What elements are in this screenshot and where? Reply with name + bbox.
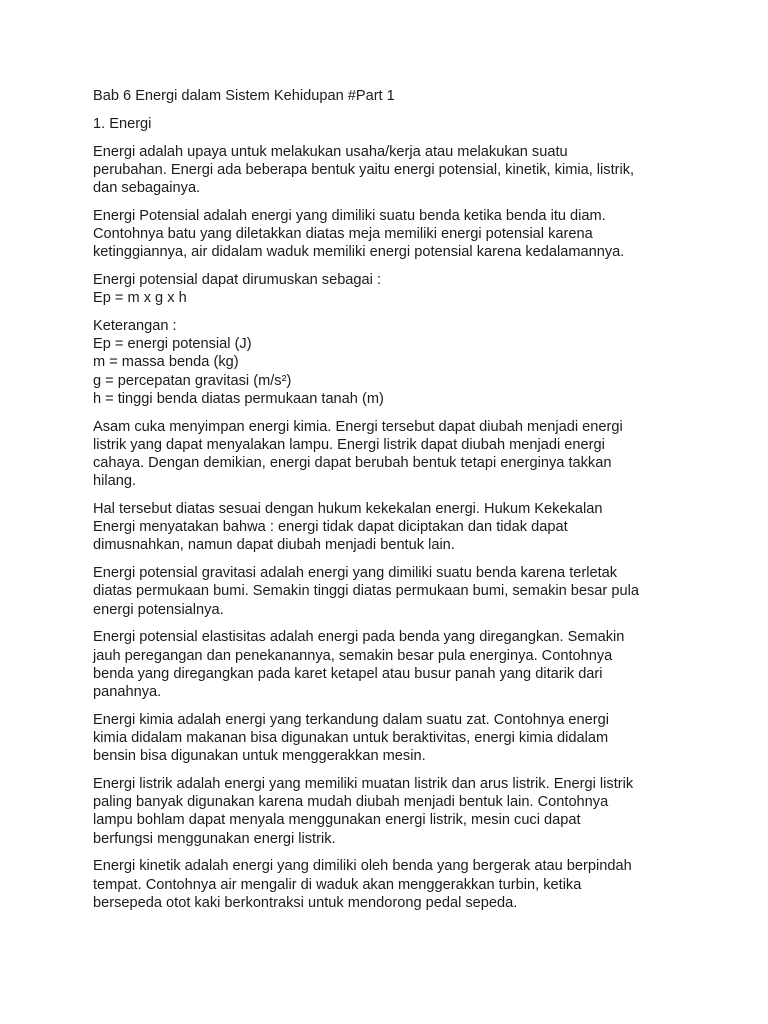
text-line: Energi menyatakan bahwa : energi tidak dapat diciptakan dan tidak dapat bbox=[93, 519, 568, 536]
text-line: diatas permukaan bumi. Semakin tinggi diatas permukaan bumi, semakin besar pula bbox=[93, 583, 639, 600]
paragraph-list bbox=[93, 143, 693, 912]
text-line: Energi kinetik adalah energi yang dimiliki oleh benda yang bergerak atau berpindah bbox=[93, 858, 632, 875]
text-line: paling banyak digunakan karena mudah diubah menjadi bentuk lain. Contohnya bbox=[93, 794, 609, 811]
text-line: Asam cuka menyimpan energi kimia. Energi tersebut dapat diubah menjadi energi bbox=[93, 418, 623, 435]
text-line: perubahan. Energi ada beberapa bentuk yaitu energi potensial, kinetik, kimia, listrik, bbox=[93, 161, 635, 178]
text-line: Hal tersebut diatas sesuai dengan hukum kekekalan energi. Hukum Kekekalan bbox=[93, 501, 603, 518]
text-line: bersepeda otot kaki berkontraksi untuk mendorong pedal sepeda. bbox=[93, 894, 518, 911]
paragraph bbox=[93, 317, 693, 408]
text-line: panahnya. bbox=[93, 684, 162, 701]
paragraph bbox=[93, 207, 693, 262]
paragraph bbox=[93, 564, 693, 619]
text-line: dimusnahkan, namun dapat diubah menjadi bentuk lain. bbox=[93, 537, 455, 554]
text-line: Energi listrik adalah energi yang memiliki muatan listrik dan arus listrik. Energi listrik bbox=[93, 776, 634, 793]
text-line: Keterangan : bbox=[93, 318, 177, 334]
text-line: benda yang diregangkan pada karet ketapel atau busur panah yang ditarik dari bbox=[93, 665, 603, 682]
paragraph bbox=[93, 775, 693, 848]
text-line: lampu bohlam dapat menyala menggunakan energi listrik, mesin cuci dapat bbox=[93, 812, 581, 829]
paragraph bbox=[93, 857, 693, 912]
section-heading: 1. Energi bbox=[93, 115, 152, 132]
text-line: Energi potensial dapat dirumuskan sebagai : bbox=[93, 272, 382, 288]
text-line: hilang. bbox=[93, 473, 137, 490]
text-line: Energi adalah upaya untuk melakukan usaha/kerja atau melakukan suatu bbox=[93, 143, 568, 160]
text-line: Energi kimia adalah energi yang terkandung dalam suatu zat. Contohnya energi bbox=[93, 711, 609, 728]
paragraph bbox=[93, 628, 693, 701]
text-line: Contohnya batu yang diletakkan diatas meja memiliki energi potensial karena bbox=[93, 226, 593, 242]
text-line: dan sebagainya. bbox=[93, 180, 201, 196]
paragraph bbox=[93, 418, 693, 491]
text-line: jauh peregangan dan penekanannya, semakin besar pula energinya. Contohnya bbox=[93, 647, 613, 664]
text-line: kimia didalam makanan bisa digunakan untuk beraktivitas, energi kimia didalam bbox=[93, 730, 609, 747]
text-line: g = percepatan gravitasi (m/s²) bbox=[93, 372, 292, 389]
text-line: Energi potensial elastisitas adalah energi pada benda yang diregangkan. Semakin bbox=[93, 629, 625, 646]
text-line: energi potensialnya. bbox=[93, 601, 224, 618]
document-title: Bab 6 Energi dalam Sistem Kehidupan #Part 1 bbox=[93, 88, 395, 104]
text-line: listrik yang dapat menyalakan lampu. Energi listrik dapat diubah menjadi energi bbox=[93, 436, 605, 453]
text-line: ketinggiannya, air didalam waduk memiliki energi potensial karena kedalamannya. bbox=[93, 244, 625, 261]
paragraph bbox=[93, 711, 693, 766]
text-line: h = tinggi benda diatas permukaan tanah (m) bbox=[93, 390, 384, 407]
text-line: berfungsi menggunakan energi listrik. bbox=[93, 830, 336, 847]
text-line: bensin bisa digunakan untuk menggerakkan mesin. bbox=[93, 748, 426, 765]
text-line: Ep = energi potensial (J) bbox=[93, 336, 252, 353]
text-line: Ep = m x g x h bbox=[93, 290, 187, 307]
document-body bbox=[93, 87, 693, 922]
paragraph bbox=[93, 500, 693, 555]
text-line: Energi Potensial adalah energi yang dimiliki suatu benda ketika benda itu diam. bbox=[93, 207, 606, 224]
text-line: Energi potensial gravitasi adalah energi yang dimiliki suatu benda karena terletak bbox=[93, 565, 618, 582]
text-line: cahaya. Dengan demikian, energi dapat berubah bentuk tetapi energinya takkan bbox=[93, 455, 612, 472]
paragraph bbox=[93, 143, 693, 198]
paragraph bbox=[93, 271, 693, 307]
text-line: tempat. Contohnya air mengalir di waduk akan menggerakkan turbin, ketika bbox=[93, 876, 582, 893]
text-line: m = massa benda (kg) bbox=[93, 354, 239, 371]
